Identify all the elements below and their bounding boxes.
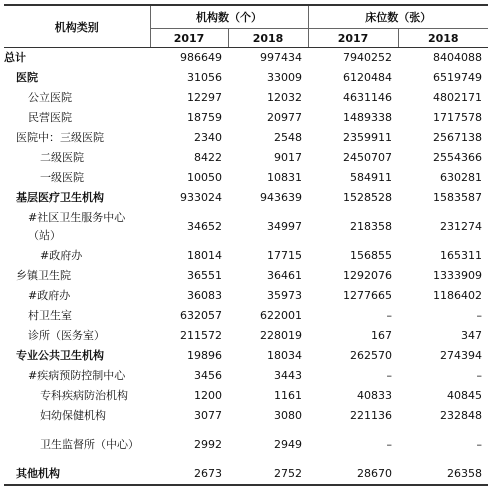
table-cell: 3443 xyxy=(274,369,302,382)
table-cell: 2548 xyxy=(274,131,302,144)
row-label: 总计 xyxy=(4,51,26,64)
table-cell: 2992 xyxy=(194,438,222,451)
row-label: 妇幼保健机构 xyxy=(40,409,106,422)
table-body xyxy=(4,48,488,486)
row-label: 二级医院 xyxy=(40,151,84,164)
table-cell: 228019 xyxy=(260,329,302,342)
table-cell: 584911 xyxy=(350,171,392,184)
row-label: #政府办 xyxy=(40,249,83,262)
table-cell: 221136 xyxy=(350,409,392,422)
table-row xyxy=(4,464,488,485)
table-row xyxy=(4,88,488,108)
table-cell: – xyxy=(476,309,482,322)
table-cell: 34997 xyxy=(267,220,302,233)
table-cell: 36461 xyxy=(267,269,302,282)
table-cell: 10831 xyxy=(267,171,302,184)
table-cell: 997434 xyxy=(260,51,302,64)
table-cell: 10050 xyxy=(187,171,222,184)
row-label: #社区卫生服务中心（站） xyxy=(28,211,126,242)
table-cell: 1333909 xyxy=(433,269,482,282)
table-row xyxy=(4,426,488,464)
table-cell: – xyxy=(386,309,392,322)
table-row xyxy=(4,168,488,188)
table-cell: 274394 xyxy=(440,349,482,362)
table-cell: 2673 xyxy=(150,464,228,485)
table-cell: 26358 xyxy=(398,464,488,485)
table-cell: 2752 xyxy=(228,464,308,485)
row-label: 专业公共卫生机构 xyxy=(16,349,104,362)
table-cell: 232848 xyxy=(440,409,482,422)
table-row xyxy=(4,346,488,366)
row-label: 民营医院 xyxy=(28,111,72,124)
table-cell: 1277665 xyxy=(343,289,392,302)
table-cell: 6120484 xyxy=(343,71,392,84)
table-cell: 28670 xyxy=(308,464,398,485)
table-cell: 33009 xyxy=(267,71,302,84)
institutions-header: 机构数（个） xyxy=(150,5,308,29)
table-row xyxy=(4,406,488,426)
table-cell: 4802171 xyxy=(433,91,482,104)
row-label: 专科疾病防治机构 xyxy=(40,389,128,402)
row-label: 诊所（医务室） xyxy=(28,329,105,342)
statistics-table xyxy=(4,4,488,486)
table-cell: 986649 xyxy=(180,51,222,64)
table-cell: 17715 xyxy=(267,249,302,262)
table-cell: 218358 xyxy=(350,220,392,233)
table-cell: 12297 xyxy=(187,91,222,104)
table-cell: 2450707 xyxy=(343,151,392,164)
table-cell: 262570 xyxy=(350,349,392,362)
row-label: 乡镇卫生院 xyxy=(16,269,71,282)
table-cell: 2340 xyxy=(194,131,222,144)
table-cell: 34652 xyxy=(187,220,222,233)
year-header: 2018 xyxy=(228,29,308,48)
table-cell: 18759 xyxy=(187,111,222,124)
table-row xyxy=(4,306,488,326)
table-cell: 2567138 xyxy=(433,131,482,144)
table-cell: 347 xyxy=(461,329,482,342)
category-header: 机构类别 xyxy=(4,5,150,48)
table-cell: 20977 xyxy=(267,111,302,124)
table-cell: 31056 xyxy=(187,71,222,84)
table-row xyxy=(4,266,488,286)
row-label: 一级医院 xyxy=(40,171,84,184)
table-cell: 12032 xyxy=(267,91,302,104)
row-label: 医院 xyxy=(16,71,38,84)
table-cell: 36083 xyxy=(187,289,222,302)
table-cell: 9017 xyxy=(274,151,302,164)
table-cell: 622001 xyxy=(260,309,302,322)
table-cell: 18014 xyxy=(187,249,222,262)
table-cell: 8404088 xyxy=(433,51,482,64)
table-cell: 1161 xyxy=(274,389,302,402)
table-row xyxy=(4,68,488,88)
table-cell: 2359911 xyxy=(343,131,392,144)
table-cell: 943639 xyxy=(260,191,302,204)
table-cell: 2949 xyxy=(274,438,302,451)
table-row xyxy=(4,128,488,148)
table-cell: 4631146 xyxy=(343,91,392,104)
table-cell: – xyxy=(476,369,482,382)
table-cell: 632057 xyxy=(180,309,222,322)
table-cell: 1186402 xyxy=(433,289,482,302)
table-cell: 1528528 xyxy=(343,191,392,204)
table-row xyxy=(4,48,488,69)
table-cell: 6519749 xyxy=(433,71,482,84)
table-row xyxy=(4,386,488,406)
table-cell: 1489338 xyxy=(343,111,392,124)
table-row xyxy=(4,246,488,266)
table-cell: 1292076 xyxy=(343,269,392,282)
header-row-groups xyxy=(4,5,488,29)
row-label: #疾病预防控制中心 xyxy=(28,369,126,382)
table-cell: – xyxy=(386,438,392,451)
table-cell: 18034 xyxy=(267,349,302,362)
year-header: 2017 xyxy=(308,29,398,48)
table-cell: – xyxy=(386,369,392,382)
table-cell: 35973 xyxy=(267,289,302,302)
table-cell: 3080 xyxy=(274,409,302,422)
table-cell: 36551 xyxy=(187,269,222,282)
table-row xyxy=(4,208,488,246)
row-label: #政府办 xyxy=(28,289,71,302)
table-cell: 2554366 xyxy=(433,151,482,164)
table-cell: 231274 xyxy=(440,220,482,233)
table-row xyxy=(4,326,488,346)
table-row xyxy=(4,366,488,386)
row-label: 其他机构 xyxy=(4,464,150,485)
row-label: 基层医疗卫生机构 xyxy=(16,191,104,204)
table-cell: 3077 xyxy=(194,409,222,422)
row-label: 医院中：三级医院 xyxy=(16,131,104,144)
table-cell: 630281 xyxy=(440,171,482,184)
table-header xyxy=(4,5,488,48)
year-header: 2017 xyxy=(150,29,228,48)
beds-header: 床位数（张） xyxy=(308,5,488,29)
table-cell: 40833 xyxy=(357,389,392,402)
table-row xyxy=(4,108,488,128)
table-cell: 167 xyxy=(371,329,392,342)
table-cell: 1200 xyxy=(194,389,222,402)
table-cell: 933024 xyxy=(180,191,222,204)
table-row xyxy=(4,148,488,168)
table-cell: 165311 xyxy=(440,249,482,262)
table-cell: 7940252 xyxy=(343,51,392,64)
table-cell: – xyxy=(476,438,482,451)
table-cell: 3456 xyxy=(194,369,222,382)
table-cell: 19896 xyxy=(187,349,222,362)
table-cell: 8422 xyxy=(194,151,222,164)
table-cell: 156855 xyxy=(350,249,392,262)
table-cell: 1717578 xyxy=(433,111,482,124)
table-cell: 40845 xyxy=(447,389,482,402)
row-label: 公立医院 xyxy=(28,91,72,104)
table-row xyxy=(4,286,488,306)
row-label: 卫生监督所（中心） xyxy=(40,438,139,451)
table-row xyxy=(4,188,488,208)
year-header: 2018 xyxy=(398,29,488,48)
table-cell: 1583587 xyxy=(433,191,482,204)
row-label: 村卫生室 xyxy=(28,309,72,322)
table-cell: 211572 xyxy=(180,329,222,342)
